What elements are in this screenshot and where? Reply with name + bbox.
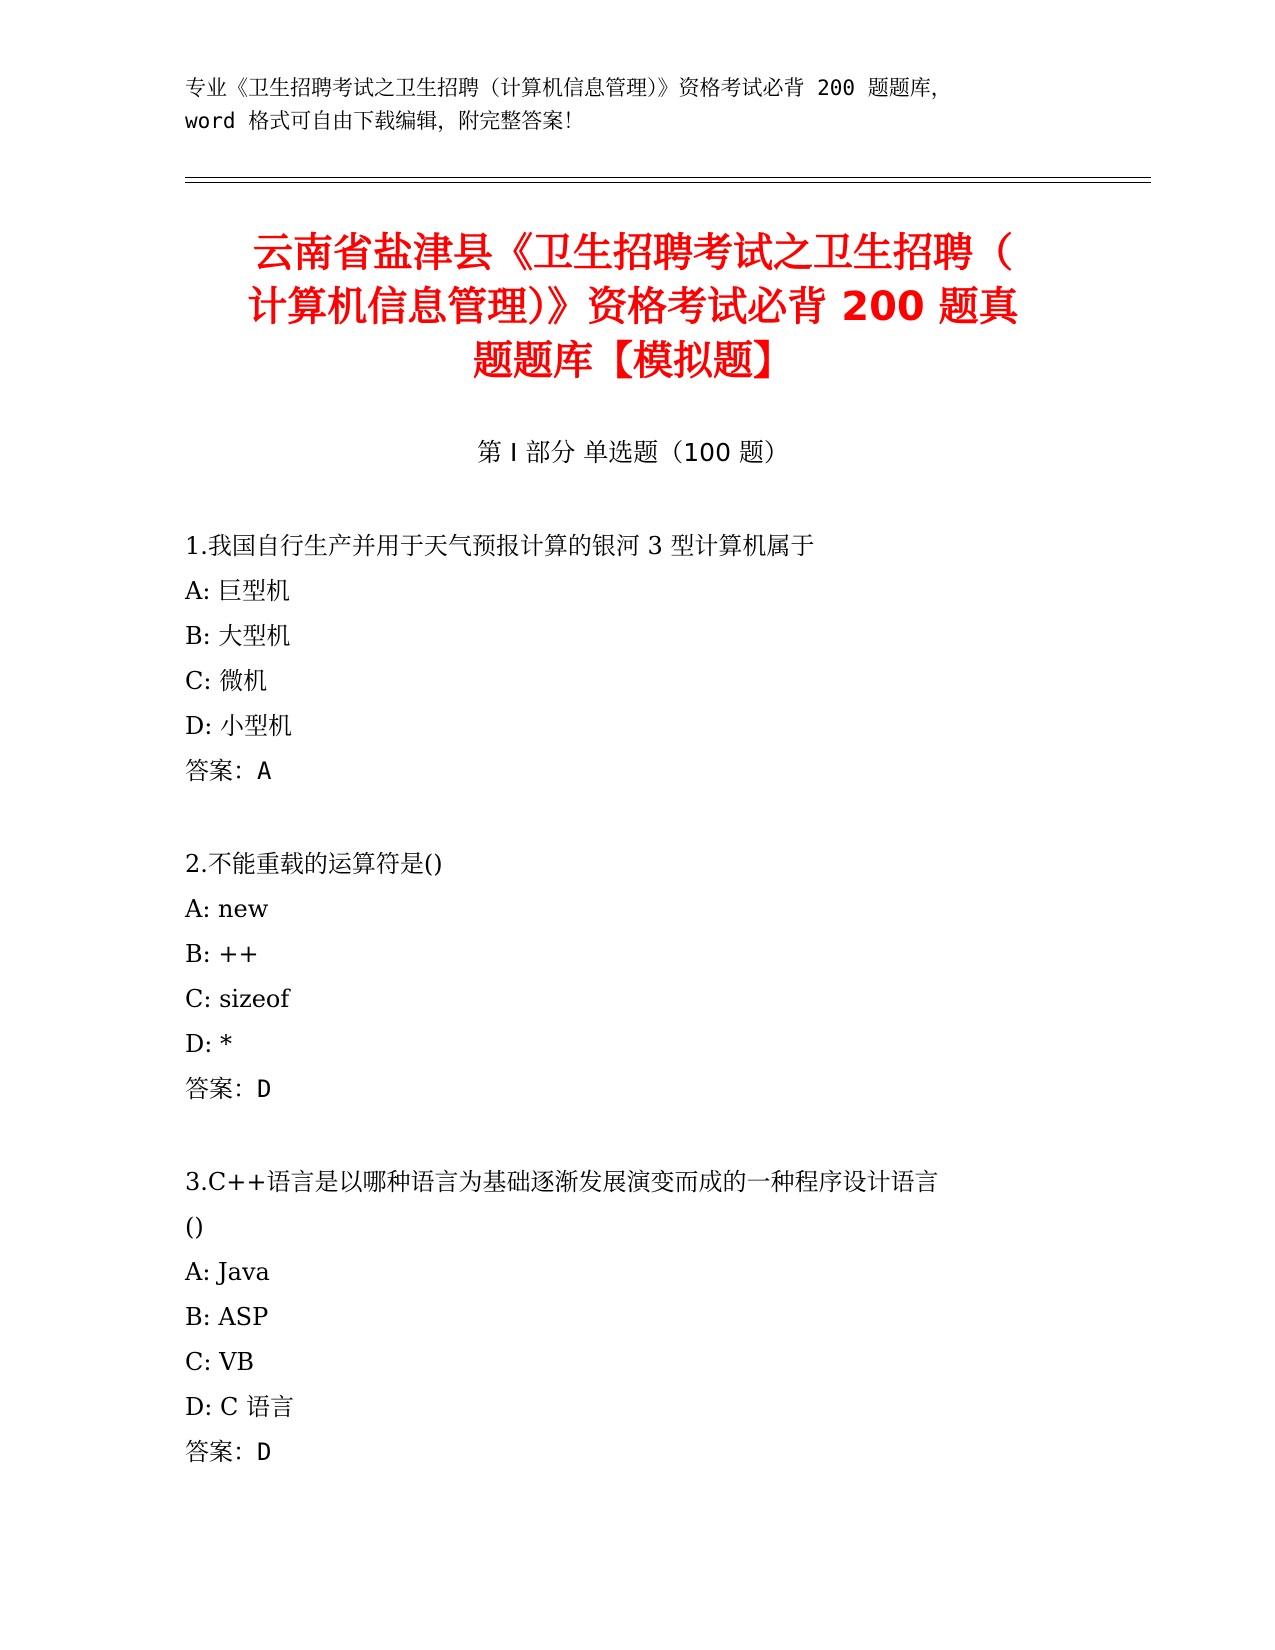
question-stem: 2.不能重载的运算符是() (185, 850, 443, 878)
answer-line: 答案：D (185, 1075, 272, 1103)
answer-line: 答案：A (185, 757, 272, 785)
question-stem-continuation: () (185, 1213, 204, 1241)
header-note (185, 72, 1085, 138)
section-heading: 第 I 部分 单选题（100 题） (477, 438, 789, 467)
question-stem: 3.C++语言是以哪种语言为基础逐渐发展演变而成的一种程序设计语言 (185, 1168, 939, 1196)
document-title-line-1: 云南省盐津县《卫生招聘考试之卫生招聘（ (253, 230, 1013, 276)
question-2 (185, 842, 1085, 1112)
header-note-line-2: word 格式可自由下载编辑，附完整答案！ (185, 109, 585, 133)
question-3 (185, 1160, 1085, 1475)
question-stem: 1.我国自行生产并用于天气预报计算的银河 3 型计算机属于 (185, 532, 815, 560)
header-divider-top (185, 177, 1151, 178)
question-1 (185, 524, 1085, 794)
document-title-line-3: 题题库【模拟题】 (473, 338, 793, 384)
option-c: C: VB (185, 1348, 255, 1376)
document-title (185, 226, 1081, 388)
option-b: B: ++ (185, 940, 259, 968)
header-divider-bottom (185, 182, 1151, 183)
option-d: D: * (185, 1030, 232, 1058)
option-a: A: 巨型机 (185, 577, 291, 605)
header-note-line-1: 专业《卫生招聘考试之卫生招聘（计算机信息管理）》资格考试必背 200 题题库， (185, 76, 952, 100)
option-b: B: 大型机 (185, 622, 291, 650)
option-a: A: new (185, 895, 269, 923)
option-b: B: ASP (185, 1303, 269, 1331)
document-title-line-2: 计算机信息管理）》资格考试必背 200 题真 (247, 284, 1019, 330)
option-c: C: 微机 (185, 667, 268, 695)
option-d: D: C 语言 (185, 1393, 294, 1421)
option-c: C: sizeof (185, 985, 290, 1013)
answer-line: 答案：D (185, 1438, 272, 1466)
option-a: A: Java (185, 1258, 270, 1286)
option-d: D: 小型机 (185, 712, 292, 740)
